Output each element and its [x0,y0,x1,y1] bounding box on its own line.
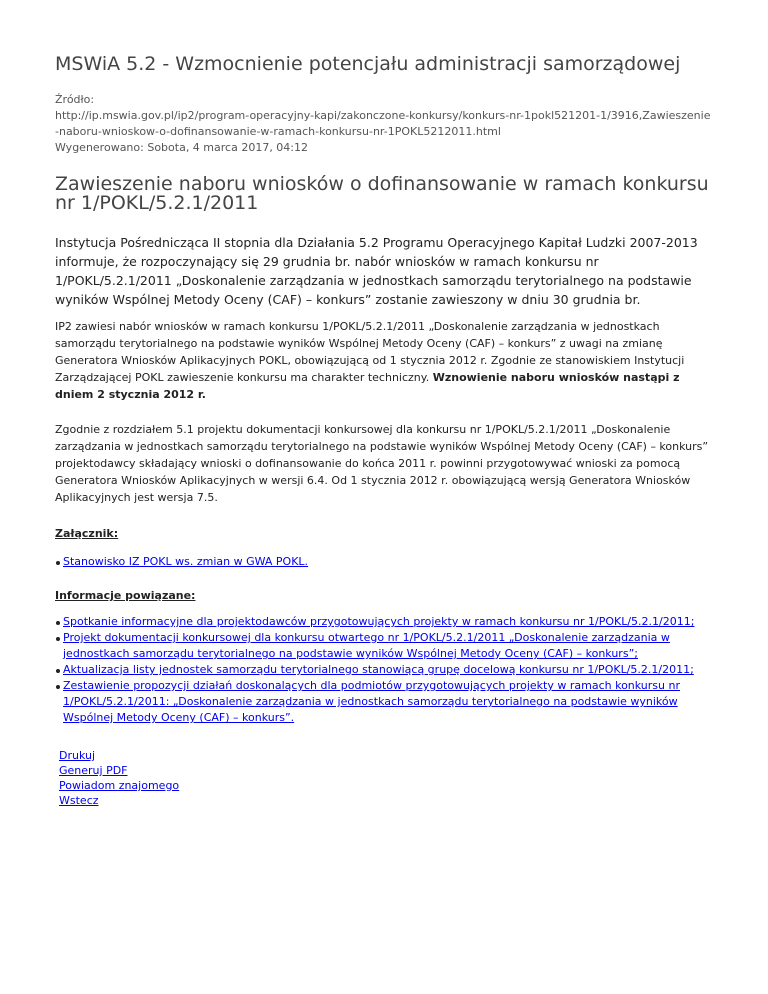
site-title: MSWiA 5.2 - Wzmocnienie potencjału administracji samorządowej [55,53,681,75]
list-item [63,614,713,630]
attachment-link[interactable]: Stanowisko IZ POKL ws. zmian w GWA POKL. [63,555,309,568]
list-item [63,630,713,662]
list-item [63,678,713,726]
source-url: http://ip.mswia.gov.pl/ip2/program-operacyjny-kapi/zakonczone-konkursy/konkurs-nr-1pokl521201-1/3916,Zawieszenie-naboru-wnioskow-o-dofinansowanie-w-ramach-konkursu-nr-1POKL5212011.html [55,109,711,138]
list-item [63,554,713,570]
footer-actions [55,748,713,808]
notify-friend-link[interactable]: Powiadom znajomego [59,779,180,792]
list-item [63,662,713,678]
source-label: Źródło: [55,93,95,106]
related-link-2[interactable]: Projekt dokumentacji konkursowej dla konkursu otwartego nr 1/POKL/5.2.1/2011 „Doskonalenie zarządzania w jednostkach samorządu terytorialnego na podstawie wyników Wspólnej Metody Oceny (CAF) – konkurs”; [63,631,670,660]
paragraph-1-bold: Wznowienie naboru wniosków nastąpi z dniem 2 stycznia 2012 r. [55,371,680,401]
related-link-1[interactable]: Spotkanie informacyjne dla projektodawców przygotowujących projekty w ramach konkursu nr 1/POKL/5.2.1/2011; [63,615,695,628]
related-link-3[interactable]: Aktualizacja listy jednostek samorządu terytorialnego stanowiącą grupę docelową konkursu nr 1/POKL/5.2.1/2011; [63,663,694,676]
paragraph-1-text: IP2 zawiesi nabór wniosków w ramach konkursu 1/POKL/5.2.1/2011 „Doskonalenie zarządzania w jednostkach samorządu terytorialnego na podstawie wyników Wspólnej Metody Oceny (CAF) – konkurs” z uwagi na zmianę Generatora Wniosków Aplikacyjnych POKL, obowiązującą od 1 stycznia 2012 r. Zgodnie ze stanowiskiem Instytucji Zarządzającej POKL zawieszenie konkursu ma charakter techniczny. [55,320,685,384]
related-list [55,614,713,726]
article-title: Zawieszenie naboru wniosków o dofinansowanie w ramach konkursu nr 1/POKL/5.2.1/2011 [55,173,709,214]
print-link[interactable]: Drukuj [59,749,96,762]
article-lead: Instytucja Pośrednicząca II stopnia dla Działania 5.2 Programu Operacyjnego Kapitał Ludzki 2007-2013 informuje, że rozpoczynający się 29 grudnia br. nabór wniosków w ramach konkursu nr 1/POKL/5.2.1/2011 „Doskonalenie zarządzania w jednostkach samorządu terytorialnego na podstawie wyników Wspólnej Metody Oceny (CAF) – konkurs” zostanie zawieszony w dniu 30 grudnia br. [55,235,698,307]
article-paragraph-2: Zgodnie z rozdziałem 5.1 projektu dokumentacji konkursowej dla konkursu nr 1/POKL/5.2.1/2011 „Doskonalenie zarządzania w jednostkach samorządu terytorialnego na podstawie wyników Wspólnej Metody Oceny (CAF) – konkurs” projektodawcy składający wnioski o dofinansowanie do końca 2011 r. powinni przygotowywać wnioski za pomocą Generatora Wniosków Aplikacyjnych w wersji 6.4. Od 1 stycznia 2012 r. obowiązującą wersją Generatora Wniosków Aplikacyjnych jest wersja 7.5. [55,423,709,504]
generated-date: Wygenerowano: Sobota, 4 marca 2017, 04:12 [55,141,309,154]
source-info [55,92,713,156]
attachments-heading: Załącznik: [55,527,119,540]
back-link[interactable]: Wstecz [59,794,99,807]
related-heading: Informacje powiązane: [55,589,196,602]
article-paragraph-1 [55,318,713,403]
attachments-list [55,554,713,570]
generate-pdf-link[interactable]: Generuj PDF [59,764,128,777]
related-link-4[interactable]: Zestawienie propozycji działań doskonalących dla podmiotów przygotowujących projekty w ramach konkursu nr 1/POKL/5.2.1/2011: „Doskonalenie zarządzania w jednostkach samorządu terytorialnego na podstawie wyników Wspólnej Metody Oceny (CAF) – konkurs”. [63,679,680,724]
